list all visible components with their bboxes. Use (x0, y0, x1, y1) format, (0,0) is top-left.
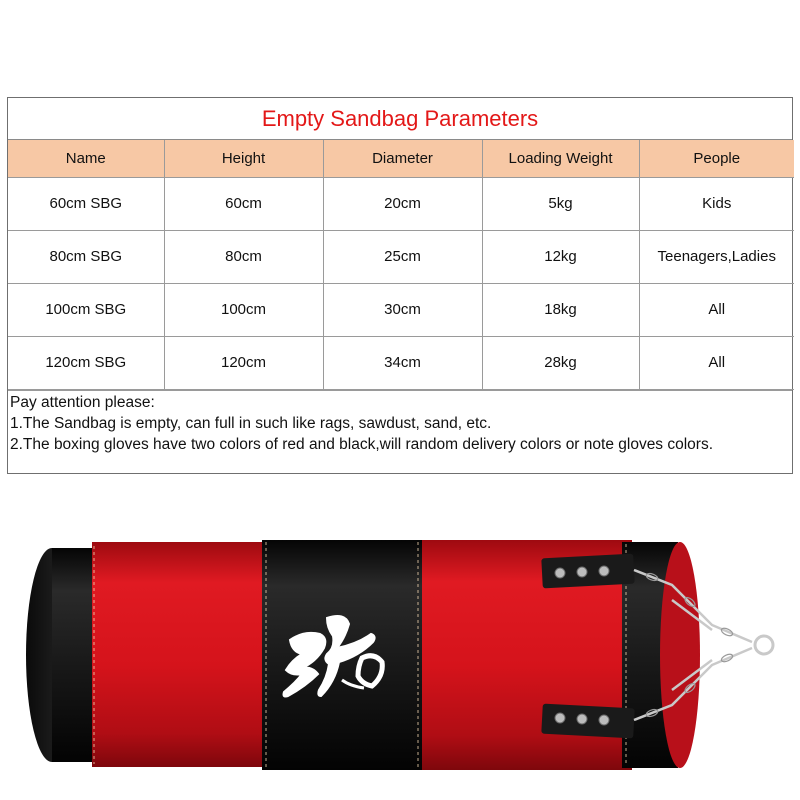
cell-height: 60cm (164, 177, 323, 230)
sheet-title: Empty Sandbag Parameters (8, 98, 792, 140)
cell-name: 100cm SBG (8, 283, 164, 336)
cell-height: 120cm (164, 336, 323, 389)
parameters-table (8, 140, 794, 390)
cell-loading-weight: 28kg (482, 336, 639, 389)
cell-diameter: 34cm (323, 336, 482, 389)
note-item: 1.The Sandbag is empty, can full in such like rags, sawdust, sand, etc. (10, 414, 492, 432)
cell-diameter: 25cm (323, 230, 482, 283)
cell-people: Kids (639, 177, 794, 230)
table-row (8, 283, 794, 336)
cell-height: 100cm (164, 283, 323, 336)
header-name: Name (8, 140, 164, 177)
notes-section (8, 390, 792, 473)
lower-strap (541, 704, 634, 739)
bag-red-section-left (92, 542, 262, 767)
table-row (8, 177, 794, 230)
table-row (8, 230, 794, 283)
cell-loading-weight: 12kg (482, 230, 639, 283)
header-people: People (639, 140, 794, 177)
bag-right-cap (660, 542, 700, 768)
cell-name: 80cm SBG (8, 230, 164, 283)
sandbag-product-image (22, 530, 782, 790)
bag-left-band (52, 548, 92, 762)
notes-heading: Pay attention please: (10, 393, 155, 411)
header-loading-weight: Loading Weight (482, 140, 639, 177)
cell-diameter: 20cm (323, 177, 482, 230)
header-height: Height (164, 140, 323, 177)
cell-diameter: 30cm (323, 283, 482, 336)
cell-name: 60cm SBG (8, 177, 164, 230)
cell-loading-weight: 5kg (482, 177, 639, 230)
table-row (8, 336, 794, 389)
cell-name: 120cm SBG (8, 336, 164, 389)
cell-people: All (639, 283, 794, 336)
cell-people: Teenagers,Ladies (639, 230, 794, 283)
table-header-row (8, 140, 794, 177)
header-diameter: Diameter (323, 140, 482, 177)
cell-height: 80cm (164, 230, 323, 283)
cell-loading-weight: 18kg (482, 283, 639, 336)
note-item: 2.The boxing gloves have two colors of red and black,will random delivery colors or note gloves colors. (10, 435, 714, 453)
parameters-sheet (7, 97, 793, 474)
cell-people: All (639, 336, 794, 389)
